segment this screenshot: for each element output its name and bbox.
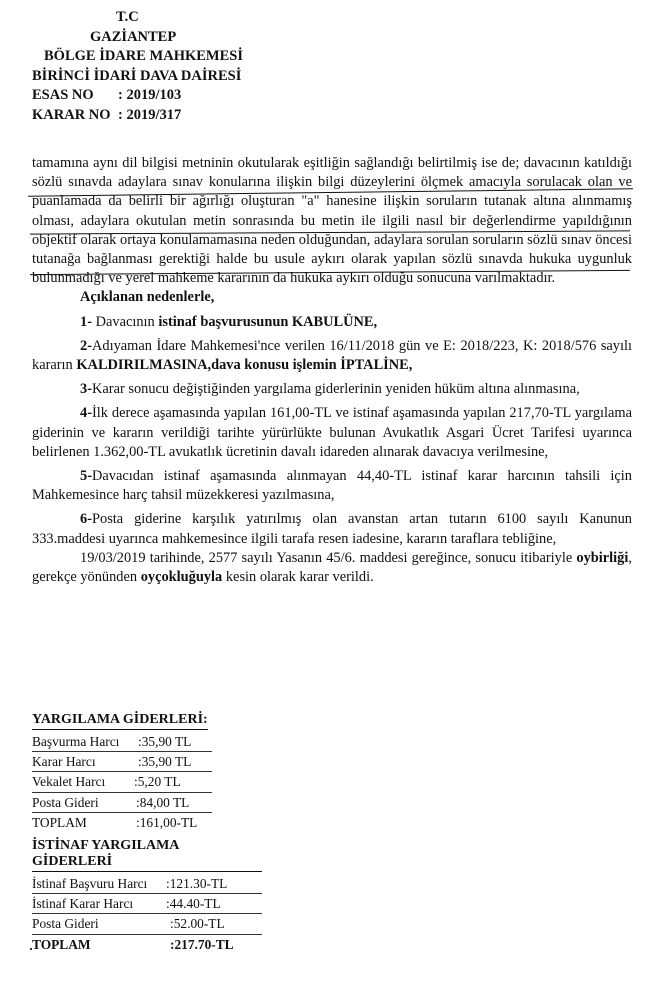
esas-no (32, 86, 243, 106)
table-row: Karar Harcı :35,90 TL (32, 752, 212, 772)
ruling-item-6: 6-Posta giderine karşılık yatırılmış olan avanstan artan tutarın 6100 sayılı Kanunun 333.maddesi uyarınca mahkemesince ilgili tarafa resen iadesine, kararın taraflara tebliğine, (32, 511, 632, 547)
esas-label: ESAS NO (32, 87, 94, 104)
header-tc: T.C (116, 9, 139, 25)
ruling-item-1: 1- Davacının istinaf başvurusunun KABULÜNE, (80, 313, 378, 330)
table-row: İstinaf Başvuru Harcı :121.30-TL (32, 874, 262, 894)
table-row: Posta Gideri :52.00-TL (32, 914, 262, 934)
item-number: 5- (80, 468, 92, 485)
item-number: 2- (80, 337, 92, 354)
reasoning-paragraph: tamamına aynı dil bilgisi metninin okutularak eşitliğin sağlandığı belirtilmiş ise de; davacının katıldığı sözlü sınavda adaylara sınav konularına ilişkin bilgi düzeylerini ölçmek amacıyla sorulacak olan ve puanlamada da belirli bir ağırlığı oluşturan "a" hanesine ilişkin soruların tutanak altına alınmamış olması, adaylara okutulan metin sonrasında bu metin ile ilgili nasıl bir değerlendirme yapıldığının objektif olarak ortaya konulamamasına neden olduğundan, adaylara sorulan soruların sözlü sınav öncesi tutanağa bağlanması gerektiği halde bu usule aykırı olarak yapılan sözlü sınavda hukuka uygunluk bulunmadığı ve yerel mahkeme kararının da hukuka aykırı olduğu sonucuna varılmaktadır. (32, 155, 632, 287)
stray-mark (30, 948, 32, 950)
reasons-heading: Açıklanan nedenlerle, (80, 289, 215, 306)
decision-body (32, 154, 632, 587)
header-court: BÖLGE İDARE MAHKEMESİ (44, 48, 243, 65)
header-chamber: BİRİNCİ İDARİ DAVA DAİRESİ (32, 67, 242, 84)
appeal-expenses-title: İSTİNAF YARGILAMA GİDERLERİ (32, 838, 262, 872)
table-row-total: TOPLAM :217.70-TL (32, 936, 234, 952)
ruling-item-4: 4-İlk derece aşamasında yapılan 161,00-TL ve istinaf aşamasında yapılan 217,70-TL yargılama giderinin ve kararın verildiği tarihte yürürlükte bulunan Avukatlık Asgari Ücret Tarifesi uyarınca belirlenen 1.362,00-TL avukatlık ücretinin davalı idareden alınarak davacıya verilmesine, (32, 405, 632, 460)
item-number: 4- (80, 405, 92, 422)
karar-value: : 2019/317 (118, 106, 182, 123)
closing-paragraph: 19/03/2019 tarihinde, 2577 sayılı Yasanın 45/6. maddesi gereğince, sonucu itibariyle oybirliği, gerekçe yönünden oyçokluğuyla kesin olarak karar verildi. (32, 549, 632, 586)
ruling-item-5: 5-Davacıdan istinaf aşamasında alınmayan 44,40-TL istinaf karar harcının tahsili için Mahkemesince harç tahsil müzekkeresi yazılmasına, (32, 468, 632, 504)
karar-no (32, 106, 243, 126)
item-number: 3- (80, 381, 92, 398)
table-row: Başvurma Harcı :35,90 TL (32, 732, 212, 752)
karar-label: KARAR NO (32, 106, 111, 123)
item-number: 1- (80, 313, 92, 330)
document-header (32, 8, 243, 126)
table-row: İstinaf Karar Harcı :44.40-TL (32, 894, 262, 914)
appeal-expenses-table (32, 838, 262, 954)
header-city: GAZİANTEP (90, 28, 177, 45)
ruling-item-3: 3-Karar sonucu değiştiğinden yargılama giderlerinin yeniden hüküm altına alınmasına, (80, 381, 580, 398)
expenses-table (32, 711, 212, 832)
expenses-title: YARGILAMA GİDERLERİ: (32, 712, 208, 730)
esas-value: : 2019/103 (118, 87, 182, 104)
table-row: Posta Gideri :84,00 TL (32, 793, 212, 813)
ruling-item-2: 2-Adıyaman İdare Mahkemesi'nce verilen 16/11/2018 gün ve E: 2018/223, K: 2018/576 sayılı kararın KALDIRILMASINA,dava konusu işlemin İPTALİNE, (32, 337, 632, 374)
table-row: Vekalet Harcı :5,20 TL (32, 772, 212, 792)
table-row-total: TOPLAM :161,00-TL (32, 814, 198, 830)
item-number: 6- (80, 511, 92, 528)
